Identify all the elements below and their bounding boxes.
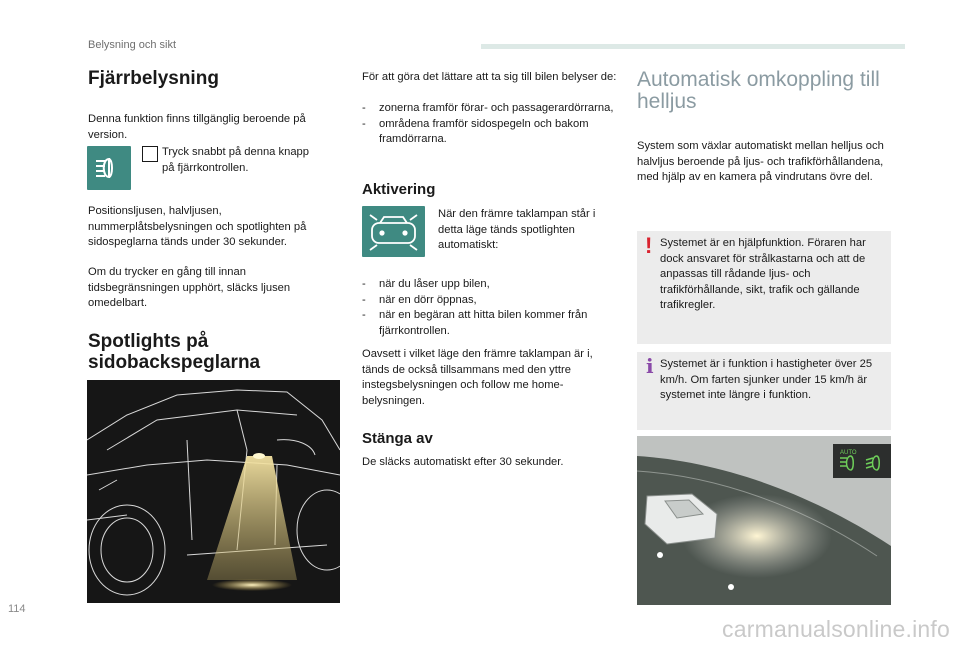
warning-icon: ! (645, 233, 653, 258)
auto-high-beam-title-line-2: helljus (637, 90, 697, 113)
section-title-remote-lighting: Fjärrbelysning (88, 68, 219, 89)
auto-high-beam-title-line-1: Automatisk omkoppling till (637, 68, 880, 91)
list-item: - zonerna framför förar- och passagerardörrarna, (362, 101, 620, 117)
list-item: - när en dörr öppnas, (362, 293, 620, 309)
section-title-switch-off: Stänga av (362, 430, 433, 447)
activation-text: När den främre taklampan står i detta läge tänds spotlighten automatiskt: (438, 208, 596, 252)
remote-lighting-para-2: Om du trycker en gång till innan tidsbegränsningen upphört, släcks ljusen omedelbart. (88, 266, 291, 310)
high-beam-button-icon (87, 146, 131, 190)
press-step-line-1: Tryck snabbt på denna knapp (162, 146, 309, 158)
press-step-text (162, 145, 332, 176)
activation-extra-para: Oavsett i vilket läge den främre taklampan är i, tänds de också tillsammans med den yttre instegsbelysningen och follow me home-belysningen. (362, 348, 593, 407)
auto-high-beam-intro: System som växlar automatiskt mellan helljus och halvljus beroende på ljus- och trafikförhållandena, med hjälp av en kamera på vindrutans övre del. (637, 140, 884, 184)
info-icon: i (646, 354, 654, 378)
remote-lighting-para-1: Positionsljusen, halvljusen, nummerplåtsbelysningen och spotlighten på sidospeglarna tänds under 30 sekunder. (88, 205, 307, 249)
info-text: Systemet är i funktion i hastigheter över 25 km/h. Om farten sjunker under 15 km/h är systemet inte längre i funktion. (660, 358, 873, 402)
header-rule (481, 44, 905, 49)
mirror-spotlights-title-line-1: Spotlights på (88, 331, 209, 352)
spotlights-zone-list (362, 101, 620, 148)
page-number: 114 (8, 603, 26, 615)
section-header: Belysning och sikt (88, 39, 177, 51)
switch-off-text: De släcks automatiskt efter 30 sekunder. (362, 456, 564, 468)
spotlights-intro: För att göra det lättare att ta sig till bilen belyser de: (362, 71, 617, 83)
mirror-spotlight-illustration (87, 380, 340, 603)
section-title-auto-high-beam (637, 69, 880, 113)
remote-lighting-intro: Denna funktion finns tillgänglig beroende på version. (88, 113, 306, 141)
courtesy-lamp-icon (362, 206, 425, 257)
section-title-mirror-spotlights (88, 331, 260, 373)
auto-high-beam-illustration (637, 436, 891, 605)
watermark: carmanualsonline.info (722, 616, 950, 642)
press-step-marker (142, 146, 158, 162)
warning-note (637, 231, 891, 344)
mirror-spotlights-title-line-2: sidobackspeglarna (88, 352, 261, 373)
info-note (637, 352, 891, 430)
warning-text: Systemet är en hjälpfunktion. Föraren har dock ansvaret för strålkastarna och att de anpassas till rådande ljus- och trafikförhållande, sikt, trafik och gällande trafikregler. (660, 237, 866, 312)
press-step-line-2: på fjärrkontrollen. (162, 161, 249, 174)
list-item: - när du låser upp bilen, (362, 277, 620, 293)
auto-indicator-label: AUTO (840, 450, 857, 456)
list-item: - områdena framför sidospegeln och bakom framdörrarna. (362, 117, 620, 148)
section-title-activation: Aktivering (362, 181, 436, 198)
list-item: - när en begäran att hitta bilen kommer från fjärrkontrollen. (362, 308, 620, 339)
activation-conditions-list (362, 277, 620, 339)
